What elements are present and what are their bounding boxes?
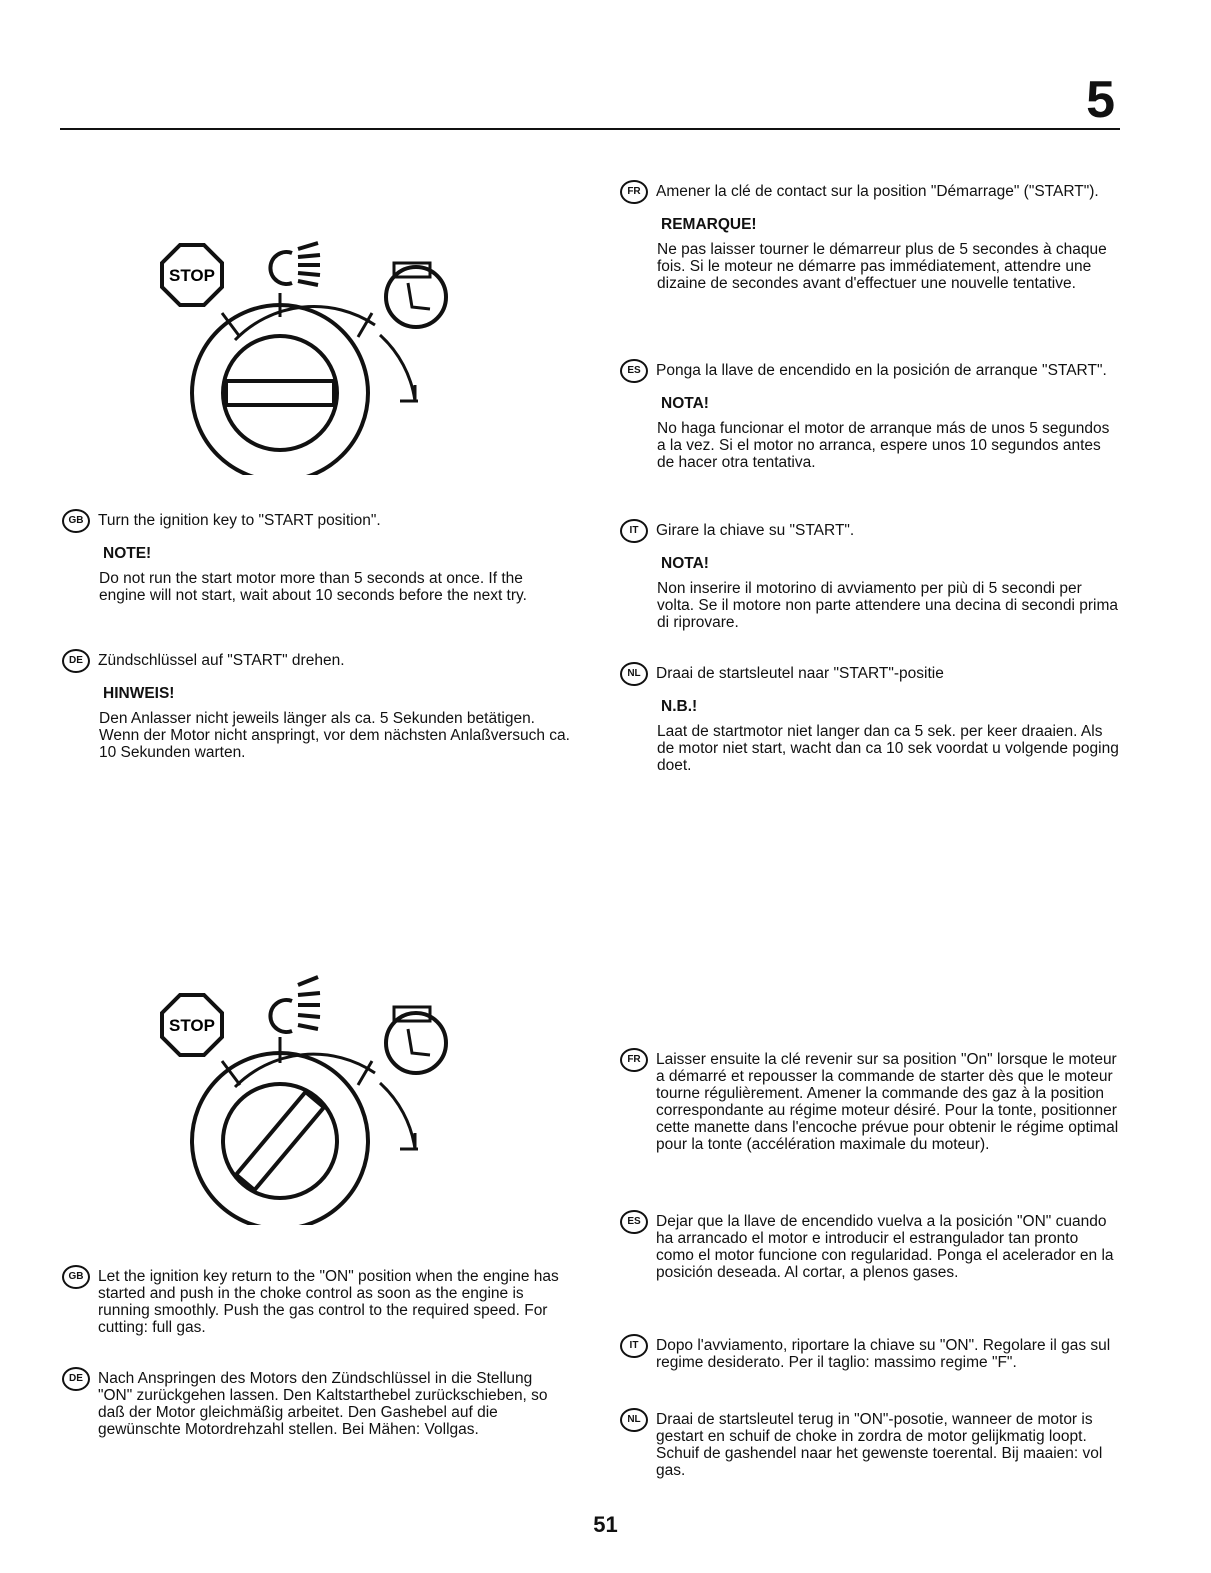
de-flag-icon: DE [62, 649, 90, 673]
nl-flag-icon: NL [620, 662, 648, 686]
paragraph: Draai de startsleutel terug in "ON"-posotie, wanneer de motor is gestart en schuif de choke in zordra de motor gelijkmatig loopt. Schuif de gashendel naar het gewenste toerental. Bij maaien: vol gas. [656, 1411, 1103, 1479]
fr-on-section [620, 1051, 1120, 1153]
ignition-on-diagram [140, 965, 470, 1225]
note-text: No haga funcionar el motor de arranque más de unos 5 segundos a la vez. Si el motor no arranca, espere unos 10 segundos antes de hacer otra tentativa. [657, 420, 1110, 471]
de-on-section [62, 1370, 570, 1438]
nl-on-section [620, 1411, 1120, 1479]
ignition-key-slot [226, 381, 334, 405]
fr-flag-icon: FR [620, 180, 648, 204]
stop-icon [162, 245, 222, 305]
paragraph: Nach Anspringen des Motors den Zündschlüssel in die Stellung "ON" zurückgehen lassen. Den Kaltstarthebel zurückschieben, so daß der Motor gleichmäßig arbeitet. Den Gashebel auf die gewünschte Motordrehzahl stellen. Bei Mähen: Vollgas. [98, 1370, 548, 1438]
de-start-section [62, 652, 570, 761]
ignition-start-diagram [140, 225, 470, 475]
gb-on-section [62, 1268, 570, 1336]
nl-start-section [620, 665, 1120, 774]
choke-icon [270, 243, 320, 285]
es-on-section [620, 1213, 1120, 1281]
instruction: Turn the ignition key to "START position". [98, 512, 381, 529]
stop-label: STOP [169, 1016, 215, 1035]
stop-label: STOP [169, 266, 215, 285]
note-text: Non inserire il motorino di avviamento per più di 5 secondi per volta. Se il motore non parte attendere una decina di secondi prima di riprovare. [657, 580, 1118, 631]
starter-icon [386, 1007, 446, 1073]
fr-start-section [620, 183, 1120, 292]
ignition-key-slot [236, 1092, 324, 1190]
choke-icon [270, 977, 320, 1032]
page-number: 51 [593, 1512, 618, 1537]
note-label: NOTE! [103, 545, 152, 562]
it-start-section [620, 522, 1120, 631]
gb-start-section [62, 512, 570, 604]
note-label: HINWEIS! [103, 685, 175, 702]
instruction: Ponga la llave de encendido en la posición de arranque "START". [656, 362, 1107, 379]
it-on-section [620, 1337, 1120, 1371]
de-flag-icon: DE [62, 1367, 90, 1391]
note-label: NOTA! [661, 395, 709, 412]
gb-flag-icon: GB [62, 509, 90, 533]
chapter-number: 5 [1086, 71, 1115, 129]
note-text: Do not run the start motor more than 5 seconds at once. If the engine will not start, wait about 10 seconds before the next try. [99, 570, 527, 604]
paragraph: Let the ignition key return to the "ON" position when the engine has started and push in the choke control as soon as the engine is running smoothly. Push the gas control to the required speed. For cutting: full gas. [98, 1268, 559, 1336]
note-text: Den Anlasser nicht jeweils länger als ca. 5 Sekunden betätigen. Wenn der Motor nicht anspringt, vor dem nächsten Anlaßversuch ca. 10 Sekunden warten. [99, 710, 570, 761]
gb-flag-icon: GB [62, 1265, 90, 1289]
instruction: Zündschlüssel auf "START" drehen. [98, 652, 345, 669]
instruction: Amener la clé de contact sur la position "Démarrage" ("START"). [656, 183, 1099, 200]
note-text: Ne pas laisser tourner le démarreur plus de 5 secondes à chaque fois. Si le moteur ne démarre pas immédiatement, attendre une dizaine de secondes avant d'effectuer une nouvelle tentative. [657, 241, 1107, 292]
es-flag-icon: ES [620, 1210, 648, 1234]
note-label: N.B.! [661, 698, 698, 715]
es-start-section [620, 362, 1120, 471]
paragraph: Dejar que la llave de encendido vuelva a la posición "ON" cuando ha arrancado el motor e introducir el estrangulador tan pronto como el motor funcione con regularidad. Ponga el acelerador en la posición deseada. Al cortar, a plenos gases. [656, 1213, 1114, 1281]
instruction: Draai de startsleutel naar "START"-positie [656, 665, 944, 682]
paragraph: Dopo l'avviamento, riportare la chiave su "ON". Regolare il gas sul regime desiderato. Per il taglio: massimo regime "F". [656, 1337, 1111, 1371]
es-flag-icon: ES [620, 359, 648, 383]
starter-icon [386, 263, 446, 327]
nl-flag-icon: NL [620, 1408, 648, 1432]
note-label: NOTA! [661, 555, 709, 572]
note-label: REMARQUE! [661, 216, 757, 233]
it-flag-icon: IT [620, 519, 648, 543]
fr-flag-icon: FR [620, 1048, 648, 1072]
header-rule [60, 128, 1120, 130]
instruction: Girare la chiave su "START". [656, 522, 855, 539]
stop-icon [162, 995, 222, 1055]
note-text: Laat de startmotor niet langer dan ca 5 sek. per keer draaien. Als de motor niet start, wacht dan ca 10 sek voordat u volgende poging doet. [657, 723, 1119, 774]
paragraph: Laisser ensuite la clé revenir sur sa position "On" lorsque le moteur a démarré et repousser la commande de starter dès que le moteur tourne régulièrement. Amener la commande des gaz à la position correspondante au régime moteur désiré. Pour la tonte, positionner cette manette dans l'encoche prévue pour obtenir le régime optimal pour la tonte (accélération maximale du moteur). [656, 1051, 1119, 1153]
it-flag-icon: IT [620, 1334, 648, 1358]
